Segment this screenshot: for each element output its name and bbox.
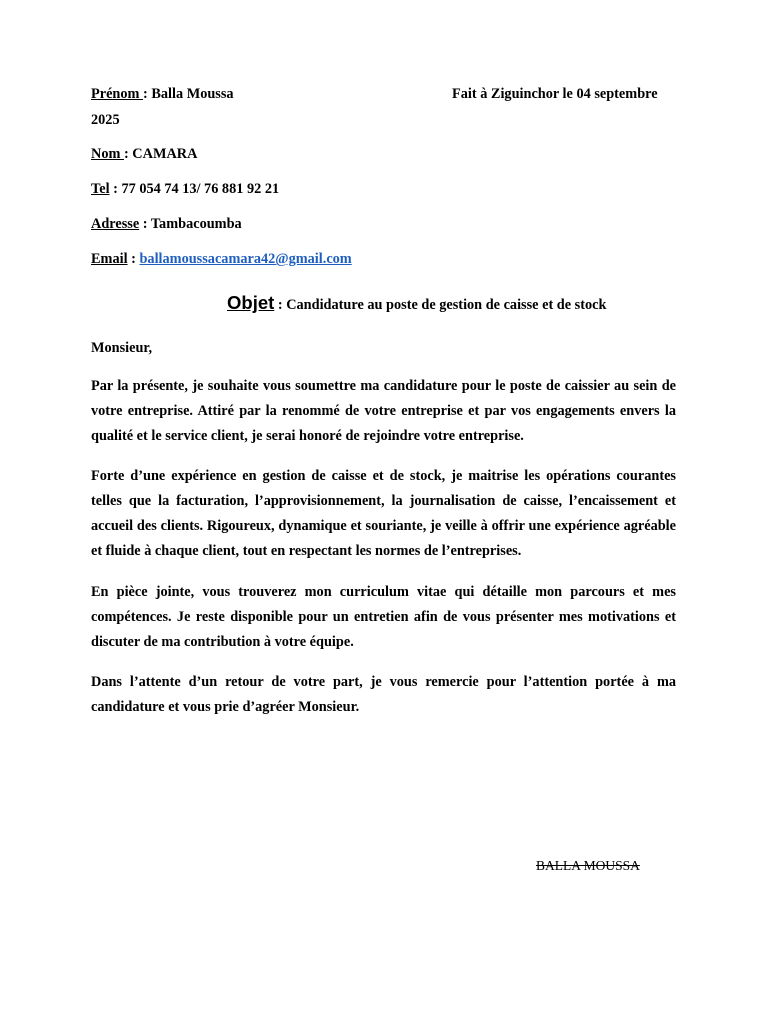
email-link[interactable]: ballamoussacamara42@gmail.com (139, 251, 352, 267)
adresse-label: Adresse (91, 216, 140, 232)
tel-label: Tel (91, 181, 110, 197)
adresse-line (91, 215, 242, 233)
paragraph-1: Par la présente, je souhaite vous soumettre ma candidature pour le poste de caissier au sein de votre entreprise. Attiré par la renommé de votre entreprise et par vos engagements envers la qualité et le service client, je serai honoré de rejoindre votre entreprise. (91, 378, 676, 444)
prenom-line (91, 85, 234, 103)
email-separator: : (127, 251, 140, 267)
nom-value: : CAMARA (123, 146, 198, 162)
prenom-label: Prénom (91, 86, 144, 102)
paragraph-3: En pièce jointe, vous trouverez mon curriculum vitae qui détaille mon parcours et mes compétences. Je reste disponible pour un entretien afin de vous présenter mes motivations et discuter de ma contribution à votre équipe. (91, 584, 676, 650)
objet-text: : Candidature au poste de gestion de caisse et de stock (274, 297, 607, 313)
nom-line (91, 145, 197, 163)
paragraph-2: Forte d’une expérience en gestion de caisse et de stock, je maitrise les opérations courantes telles que la facturation, l’approvisionnement, la journalisation de caisse, l’encaissement et accueil des clients. Rigoureux, dynamique et souriante, je veille à offrir une expérience agréable et fluide à chaque client, tout en respectant les normes de l’entreprises. (91, 468, 676, 559)
objet-line (227, 291, 606, 317)
signature: BALLA MOUSSA (536, 858, 640, 873)
nom-label: Nom (91, 146, 124, 162)
year: 2025 (91, 112, 120, 128)
objet-label: Objet (227, 292, 275, 313)
paragraph-4: Dans l’attente d’un retour de votre part, je vous remercie pour l’attention portée à ma candidature et vous prie d’agréer Monsieur. (91, 674, 676, 715)
adresse-value: : Tambacoumba (139, 216, 242, 232)
tel-value: : 77 054 74 13/ 76 881 92 21 (109, 181, 280, 197)
place-date: Fait à Ziguinchor le 04 septembre (452, 86, 658, 102)
salutation: Monsieur, (91, 340, 153, 356)
email-label: Email (91, 251, 128, 267)
tel-line (91, 180, 279, 198)
prenom-value: : Balla Moussa (143, 86, 234, 102)
email-line (91, 250, 352, 268)
